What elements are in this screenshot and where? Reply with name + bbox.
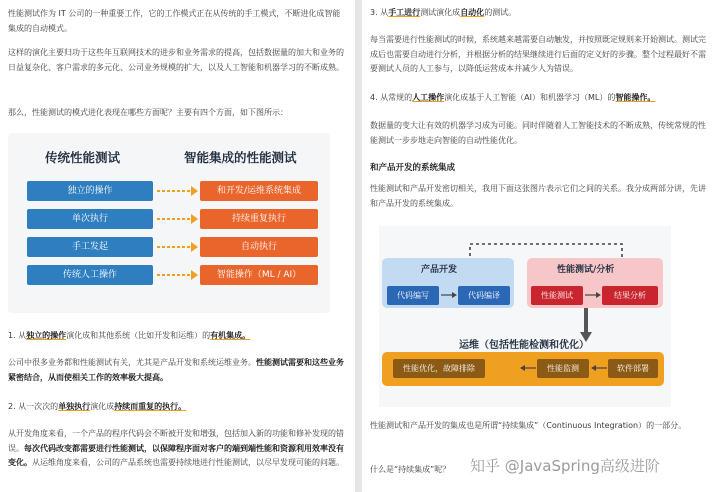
right-page <box>362 0 720 492</box>
s3-bold-2: 自动化 <box>460 8 485 17</box>
evolution-figure <box>8 133 330 313</box>
dev-title: 产品开发 <box>421 265 458 275</box>
deploy-box: 软件部署 <box>608 359 658 378</box>
section-1-body <box>0 356 355 385</box>
section-2-title <box>8 400 347 415</box>
right-box: 自动执行 <box>200 237 318 257</box>
right-box: 持续重复执行 <box>200 209 318 229</box>
code-write-box: 代码编写 <box>387 286 439 305</box>
s2-bold-1: 单独执行 <box>58 402 91 411</box>
arrow-right-icon <box>155 265 199 285</box>
arrow-right-icon <box>155 181 199 201</box>
p4a: 公司中很多业务都和性能测试有关，尤其是产品开发和系统运维业务。 <box>8 358 256 367</box>
section-3-title <box>370 6 712 21</box>
left-paragraph-2: 这样的演化主要归功于这些年互联网技术的进步和业务需求的提高，包括数据量的加大和业务的日益复杂化、客户需求的多元化、公司业务规模的扩大，以及人工智能和机器学习的不断成熟。 <box>8 48 344 72</box>
section-1-title <box>8 329 347 344</box>
s4-mid: 演化成基于人工智能（AI）和机器学习（ML）的 <box>444 93 616 102</box>
left-paragraph-4 <box>8 356 347 385</box>
s1-mid: 演化成和其他系统（比如开发和运维）的 <box>66 331 211 340</box>
perf-monitor-box: 性能监测 <box>537 359 589 378</box>
perf-title: 性能测试/分析 <box>557 265 615 275</box>
arrow-left-icon <box>590 363 608 373</box>
integration-figure <box>379 226 671 407</box>
section-2-body <box>0 427 355 471</box>
right-paragraph-3: 性能测试和产品开发密切相关，我用下面这张图片表示它们之间的关系。我分成两部分讲，先讲和产品开发的系统集成。 <box>370 184 706 208</box>
left-paragraph-1: 性能测试作为 IT 公司的一种重要工作，它的工作模式正在从传统的手工模式，不断进化成智能集成的自动模式。 <box>8 9 341 33</box>
right-box: 和开发/运维系统集成 <box>200 181 318 201</box>
subheading-wrap <box>362 161 720 173</box>
left-box: 传统人工操作 <box>27 265 153 285</box>
s2-prefix: 2. 从一次次的 <box>8 402 59 411</box>
section-4-title <box>370 91 712 106</box>
s1-bold-2: 有机集成。 <box>210 331 251 340</box>
left-paragraph-5 <box>8 427 347 471</box>
right-paragraph-5: 什么是“持续集成”呢？ <box>370 465 451 474</box>
p4b: 性能测试需要和这些业务紧密结合，从而使相关工作的效率极大提高。 <box>8 358 344 382</box>
s3-bold-1: 手工进行 <box>388 8 421 17</box>
left-page <box>0 0 355 492</box>
perf-opt-box: 性能优化，故障排除 <box>393 359 485 378</box>
intelligent-header: 智能集成的性能测试 <box>184 150 297 165</box>
page-divider <box>355 0 362 492</box>
perf-test-box: 性能测试 <box>531 286 583 305</box>
section-1 <box>0 329 355 344</box>
watermark: 知乎 @JavaSpring高级进阶 <box>470 457 660 475</box>
left-box: 独立的操作 <box>27 181 153 201</box>
traditional-header: 传统性能测试 <box>45 150 121 165</box>
arrow-right-icon <box>155 209 199 229</box>
arrow-right-icon <box>584 290 602 300</box>
section-4 <box>362 91 720 106</box>
ops-title: 运维（包括性能检测和优化） <box>459 340 589 351</box>
s1-prefix: 1. 从 <box>8 331 27 340</box>
code-compile-box: 代码编译 <box>458 286 510 305</box>
section-heading: 和产品开发的系统集成 <box>370 163 456 173</box>
left-intro <box>0 7 355 36</box>
left-p3-wrap <box>0 106 355 121</box>
section-4-body <box>362 119 720 148</box>
p5c: 从运维角度来看，公司的产品系统也需要持续地进行性能测试，以尽早发现可能的问题。 <box>32 458 344 467</box>
right-p4-wrap <box>362 419 720 434</box>
s3-suffix: 的测试。 <box>484 8 517 17</box>
arrow-right-icon <box>155 237 199 257</box>
right-p3-wrap <box>362 182 720 211</box>
s2-mid: 演化成 <box>90 402 115 411</box>
left-paragraph-3: 那么，性能测试的模式进化表现在哪些方面呢？主要有四个方面，如下图所示： <box>8 108 288 117</box>
s4-bold-1: 人工操作 <box>412 93 445 102</box>
arrow-left-icon <box>519 363 537 373</box>
s3-prefix: 3. 从 <box>370 8 389 17</box>
s4-bold-2: 智能操作。 <box>615 93 656 102</box>
right-box: 智能操作（ML / AI） <box>200 265 318 285</box>
right-paragraph-4: 性能测试和产品开发的集成也是所谓“持续集成”（Continuous Integration）的一部分。 <box>370 421 687 430</box>
left-p2-wrap <box>0 46 355 75</box>
section-3 <box>362 6 720 21</box>
result-analysis-box: 结果分析 <box>602 286 658 305</box>
s4-prefix: 4. 从常规的 <box>370 93 413 102</box>
right-paragraph-1: 每当需要进行性能测试的时候，系统越来越需要自动触发，并按照既定规则来开始测试。测试完成后也需要自动进行分析，并根据分析的结果继续进行后面的定义好的步骤。整个过程最好不需要测试人员的人工参与，以降低运营成本并减少人为错误。 <box>370 35 706 73</box>
s3-mid: 测试演化成 <box>420 8 461 17</box>
arrow-right-icon <box>440 290 458 300</box>
section-2 <box>0 400 355 415</box>
p5b: 每次代码改变都需要进行性能测试，以保障程序面对客户的端到端性能和资源利用效率没有变化。 <box>8 443 344 467</box>
right-paragraph-2: 数据量的变大让有效的机器学习成为可能。同时伴随着人工智能技术的不断成熟，传统常规的性能测试一步步地走向智能的自动性能优化。 <box>370 121 706 145</box>
left-box: 单次执行 <box>27 209 153 229</box>
p5a: 从开发角度来看，一个产品的程序代码会不断被开发和增强，包括加入新的功能和修补发现的错误。 <box>8 429 344 453</box>
section-3-body <box>362 33 720 77</box>
left-box: 手工发起 <box>27 237 153 257</box>
s2-bold-2: 持续而重复的执行。 <box>114 402 187 411</box>
s1-bold-1: 独立的操作 <box>26 331 67 340</box>
